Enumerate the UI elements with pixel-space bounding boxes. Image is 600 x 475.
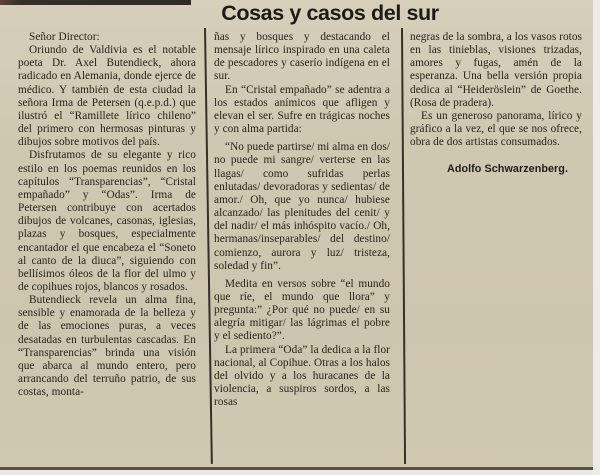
scan-margin-right — [593, 0, 600, 475]
article-paragraph: En “Cristal empañado” se adentra a los estados anímicos que afligen y elevan el ser. Sufre en trágicas noches y con alma partida: — [214, 83, 390, 136]
article-paragraph: Medita en versos sobre “el mundo que ríe, el mundo que llora” y pregunta:” ¿Por qué no puede/ en su alegría mitigar/ las lágrimas el pobre y el sediento?”. — [214, 277, 390, 343]
article-paragraph: Es un generoso panorama, lírico y gráfico a la vez, el que se nos ofrece, obra de dos artistas consumados. — [410, 109, 582, 149]
article-paragraph: Butendieck revela un alma fina, sensible y enamorada de la belleza y de las emociones puras, a veces desatadas en turbulentas cascadas. En “Transparencias” brinda una visión que abarca al mundo entero, pero arrancando del terruño patrio, de sus costas, monta- — [18, 294, 196, 399]
article-column-1 — [18, 31, 196, 399]
article-column-2 — [214, 31, 390, 409]
article-column-3 — [410, 31, 582, 177]
article-title: Cosas y casos del sur — [221, 1, 439, 25]
article-paragraph: negras de la sombra, a los vasos rotos en las tinieblas, visiones trizadas, amores y fugas, amén de la esperanza. Una bella versión propia dedica al “Heideröslein” de Goethe. (Rosa de pradera). — [410, 31, 582, 109]
salutation: Señor Director: — [29, 31, 100, 43]
article-paragraph: La primera “Oda” la dedica a la flor nacional, al Copihue. Otras a los halos del olvido y a los huracanes de la violencia, a suspiros sordos, a las rosas — [214, 343, 390, 409]
poem-quote-paragraph: “No puede partirse/ mi alma en dos/ no puede mi sangre/ verterse en las llagas/ como sufridas perlas enlutadas/ devoradoras y sedientas/ de amor./ Oh, que yo nunca/ hubiese alcanzado/ las plenitudes del cenit/ y del nadir/ el más inhóspito vacío./ Oh, hermanas/inseparables/ del destino/ comienzo, aurora y luz/ tristeza, soledad y fin”. — [214, 141, 390, 272]
article-paragraph: ñas y bosques y destacando el mensaje lírico inspirado en una caleta de pescadores y caserío indígena en el sur. — [214, 31, 390, 83]
column-divider-1 — [204, 28, 212, 464]
author-signature: Adolfo Schwarzenberg. — [446, 163, 568, 176]
scan-margin-bottom — [0, 470, 600, 475]
column-divider-2 — [401, 28, 406, 464]
article-paragraph: Disfrutamos de su elegante y rico estilo en los poemas reunidos en los capítulos “Transparencias”, “Cristal empañado” y “Odas”. Irma de Petersen contribuye con acertados dibujos de volcanes, casonas, iglesias, plazas y bosques, especialmente encantador el que encabeza el “Soneto al canto de la diuca”, siguiendo con bellísimos óleos de la flor del ulmo y de copihues rojos, blancos y rosados. — [18, 149, 196, 293]
article-paragraph: Oriundo de Valdivia es el notable poeta Dr. Axel Butendieck, ahora radicado en Alemania, donde ejerce de médico. Y también de esta ciudad la señora Irma de Petersen (q.e.p.d.) que ilustró el “Ramillete lírico chileno” del primero con hermosas pinturas y dibujos sobre motivos del país. — [18, 44, 196, 149]
